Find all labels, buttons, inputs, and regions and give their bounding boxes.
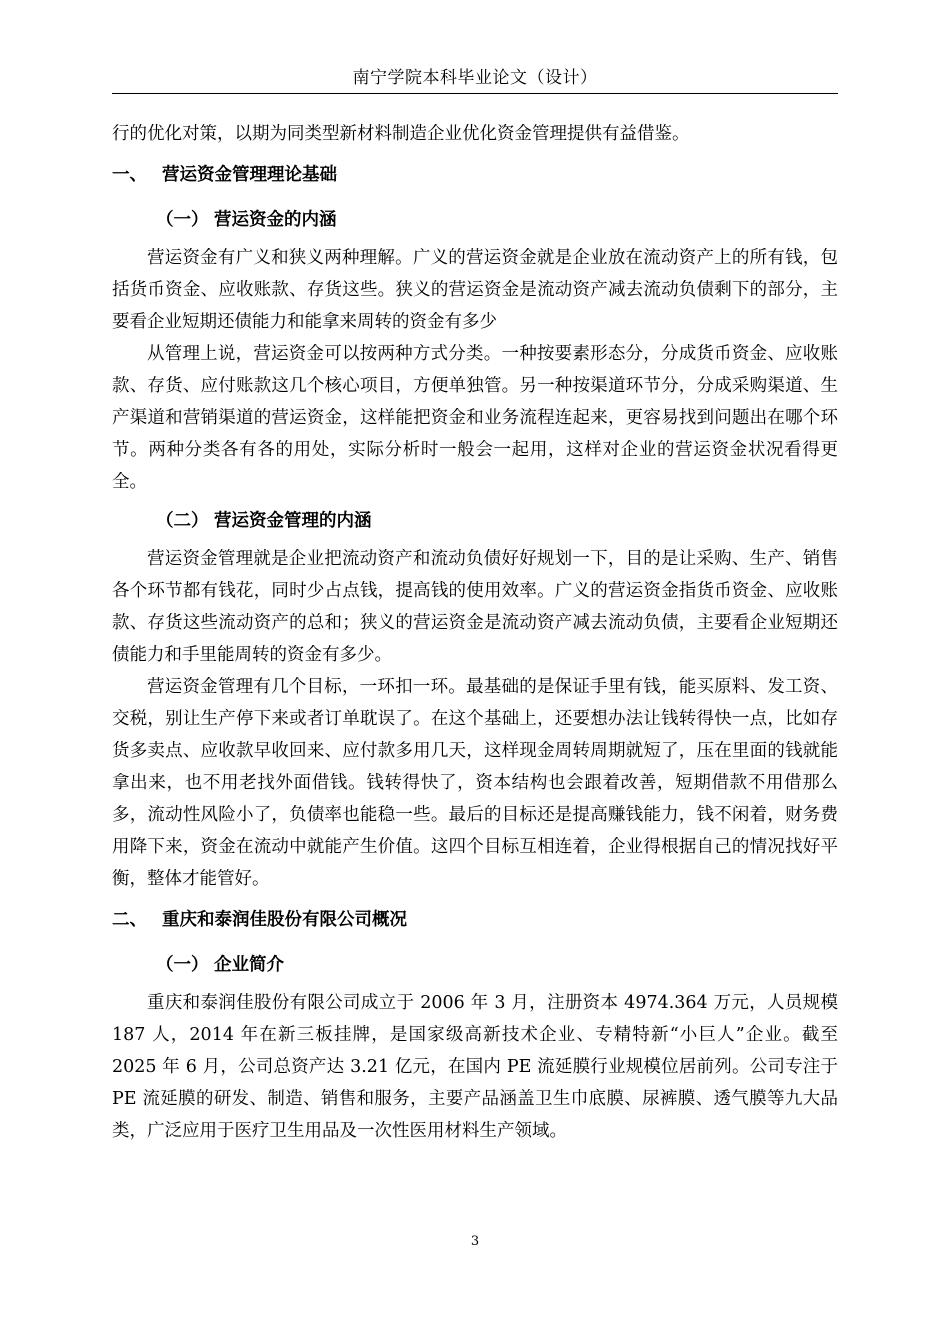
section-heading-2 [112,895,838,942]
body-paragraph: 营运资金管理有几个目标，一环扣一环。最基础的是保证手里有钱，能买原料、发工资、交税，别让生产停下来或者订单耽误了。在这个基础上，还要想办法让钱转得快一点，比如存货多卖点、应收款早收回来、应付款多用几天，这样现金周转周期就短了，压在里面的钱就能拿出来，也不用老找外面借钱。钱转得快了，资本结构也会跟着改善，短期借款不用借那么多，流动性风险小了，负债率也能稳一些。最后的目标还是提高赚钱能力，钱不闲着，财务费用降下来，资金在流动中就能产生价值。这四个目标互相连着，企业得根据自己的情况找好平衡，整体才能管好。 [112,677,838,889]
subsection-title: 营运资金的内涵 [214,210,337,230]
section-title: 重庆和泰润佳股份有限公司概况 [162,910,407,930]
header-title: 南宁学院本科毕业论文（设计） [352,68,598,88]
body-paragraph: 从管理上说，营运资金可以按两种方式分类。一种按要素形态分，分成货币资金、应收账款、存货、应付账款这几个核心项目，方便单独管。另一种按渠道环节分，分成采购渠道、生产渠道和营销渠道的营运资金，这样能把资金和业务流程连起来，更容易找到问题出在哪个环节。两种分类各有各的用处，实际分析时一般会一起用，这样对企业的营运资金状况看得更全。 [112,344,838,492]
section-heading-1 [112,150,838,197]
subsection-title: 企业简介 [214,955,284,975]
subsection-heading-2-1 [112,942,838,987]
body-paragraph: 营运资金管理就是企业把流动资产和流动负债好好规划一下，目的是让采购、生产、销售各个环节都有钱花，同时少占点钱，提高钱的使用效率。广义的营运资金指货币资金、应收账款、存货这些流动资产的总和；狭义的营运资金是流动资产减去流动负债，主要看企业短期还债能力和手里能周转的资金有多少。 [112,549,838,665]
subsection-number: （一） [156,955,209,975]
subsection-heading-1-1 [112,197,838,242]
body-paragraph: 重庆和泰润佳股份有限公司成立于 2006 年 3 月，注册资本 4974.364 万元，人员规模 187 人，2014 年在新三板挂牌，是国家级高新技术企业、专精特新“小巨人”企业。截至 2025 年 6 月，公司总资产达 3.21 亿元，在国内 PE 流延膜行业规模位居前列。公司专注于 PE 流延膜的研发、制造、销售和服务，主要产品涵盖卫生巾底膜、尿裤膜、透气膜等九大品类，广泛应用于医疗卫生用品及一次性医用材料生产领域。 [112,993,838,1141]
section-number: 一、 [112,165,147,185]
subsection-title: 营运资金管理的内涵 [214,511,372,531]
subsection-heading-1-2 [112,498,838,543]
body-paragraph: 营运资金有广义和狭义两种理解。广义的营运资金就是企业放在流动资产上的所有钱，包括货币资金、应收账款、存货这些。狭义的营运资金是流动资产减去流动负债剩下的部分，主要看企业短期还债能力和能拿来周转的资金有多少 [112,248,838,332]
page-header [112,66,838,90]
page-number: 3 [470,1234,480,1249]
subsection-number: （二） [156,511,209,531]
header-divider [112,93,838,94]
section-number: 二、 [112,910,147,930]
section-title: 营运资金管理理论基础 [162,165,337,185]
document-body [112,118,838,1147]
continued-paragraph: 行的优化对策，以期为同类型新材料制造企业优化资金管理提供有益借鉴。 [112,124,690,144]
subsection-number: （一） [156,210,209,230]
